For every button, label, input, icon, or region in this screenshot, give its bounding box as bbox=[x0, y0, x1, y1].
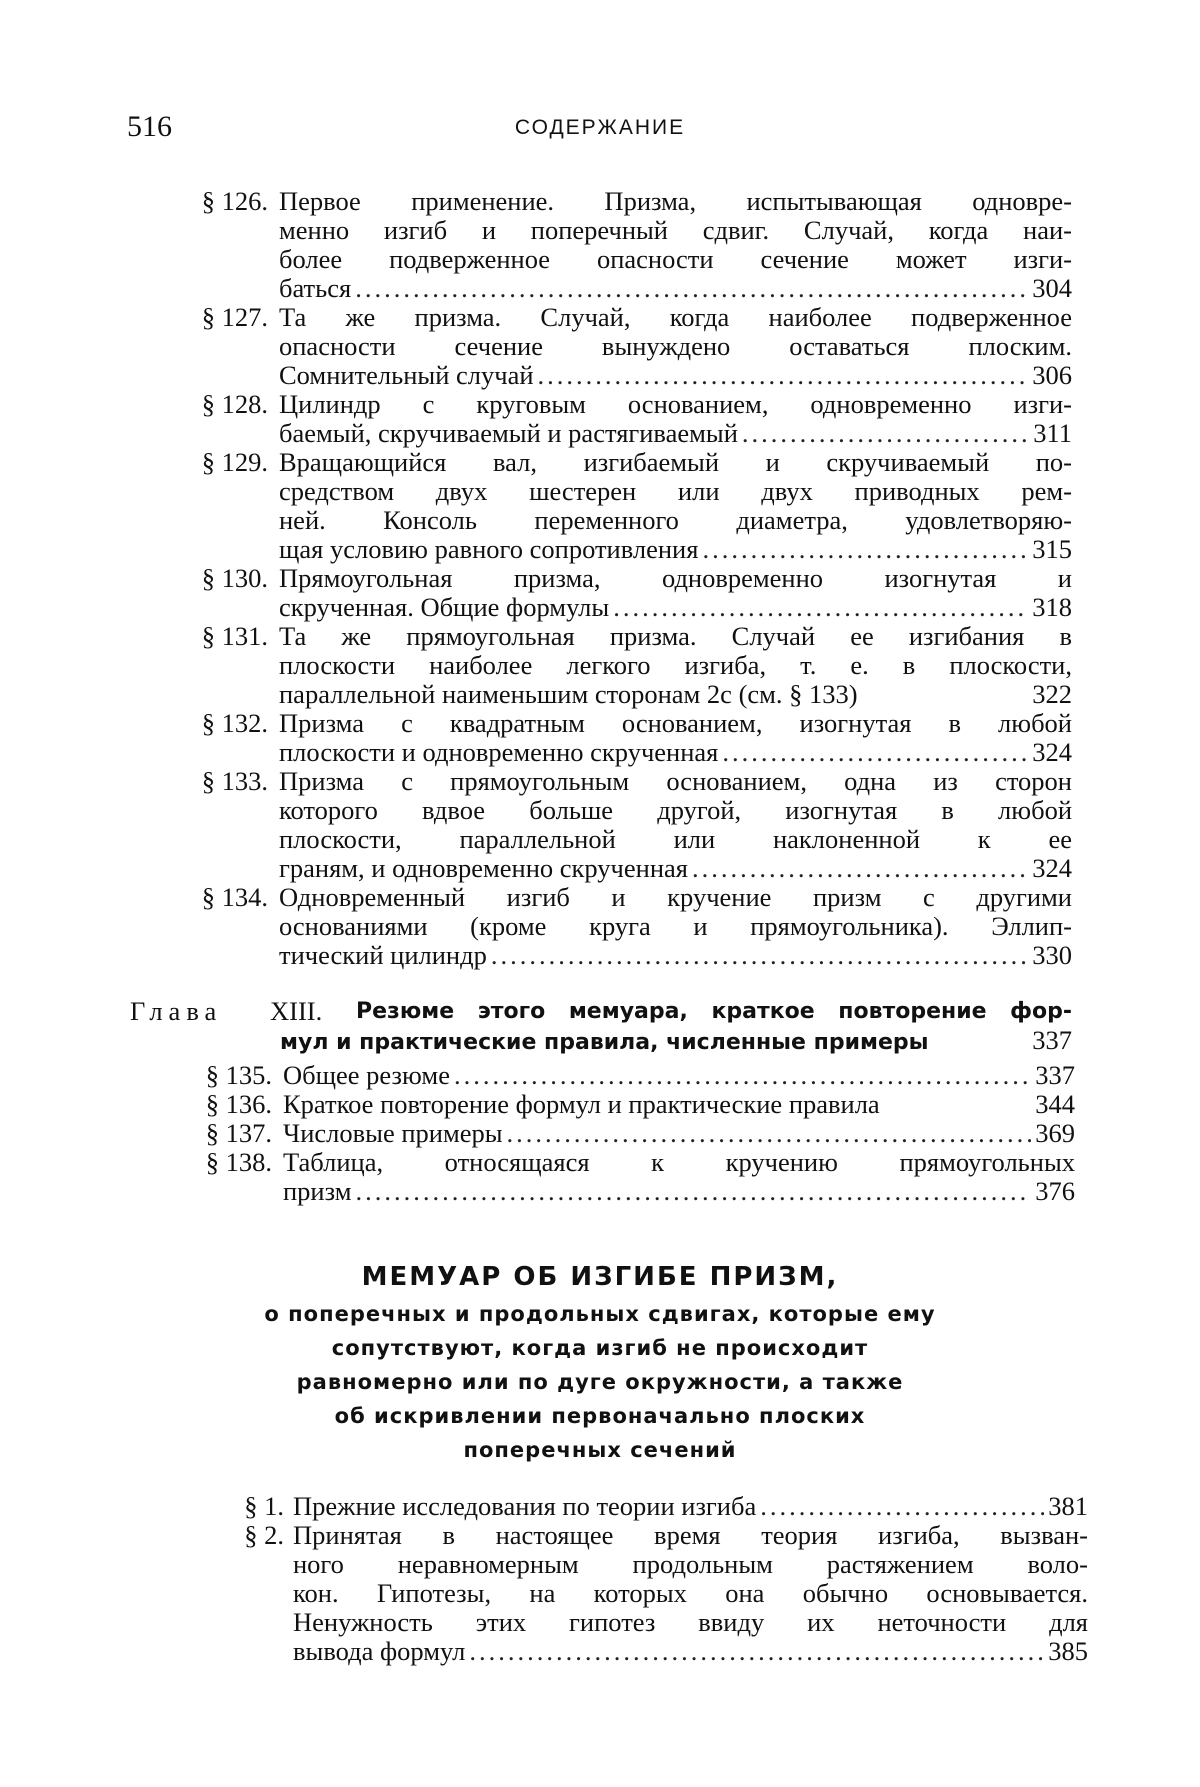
page-number: 516 bbox=[127, 110, 172, 143]
entry-line: Принятая в настоящее время теория изгиба, вызван- bbox=[293, 1521, 1088, 1550]
entry-last-line bbox=[283, 1177, 1075, 1206]
entry-line: граням, и одновременно скрученная bbox=[279, 853, 688, 883]
entry-line: средством двух шестерен или двух приводных рем- bbox=[279, 477, 1072, 506]
entry-line: Ненужность этих гипотез ввиду их неточности для bbox=[293, 1608, 1088, 1637]
entry-text bbox=[279, 303, 1072, 390]
entry-last-line bbox=[279, 535, 1072, 564]
entry-line: Цилиндр с круговым основанием, одновременно изги- bbox=[279, 390, 1072, 419]
entry-line: Прямоугольная призма, одновременно изогнутая и bbox=[279, 564, 1072, 593]
page-ref: 385 bbox=[1048, 1636, 1088, 1666]
entry-last-line bbox=[279, 419, 1072, 448]
dot-leader bbox=[491, 941, 1028, 970]
page-ref: 376 bbox=[1035, 1176, 1075, 1206]
entry-last-line bbox=[279, 274, 1072, 303]
memoir-subtitle-line: равномерно или по дуге окружности, а также bbox=[296, 1370, 904, 1394]
section-number: § 135. bbox=[205, 1060, 272, 1090]
entry-line: кон. Гипотезы, на которых она обычно основывается. bbox=[293, 1579, 1088, 1608]
entry-line: основаниями (кроме круга и прямоугольника). Эллип- bbox=[279, 912, 1072, 941]
section-number: § 131. bbox=[201, 621, 268, 651]
entry-line: ного неравномерным продольным растяжением воло- bbox=[293, 1550, 1088, 1579]
running-title: СОДЕРЖАНИЕ bbox=[514, 116, 686, 139]
entry-line: Та же прямоугольная призма. Случай ее изгибания в bbox=[279, 622, 1072, 651]
section-number: § 132. bbox=[201, 708, 268, 738]
chapter-title-line: мул и практические правила, численные примеры bbox=[280, 1030, 929, 1055]
entry-line: плоскости, параллельной или наклоненной к ее bbox=[279, 825, 1072, 854]
entry-text bbox=[293, 1492, 1088, 1521]
section-number: § 137. bbox=[205, 1118, 272, 1148]
section-number: § 126. bbox=[201, 186, 268, 216]
section-number: § 130. bbox=[201, 563, 268, 593]
section-number: § 128. bbox=[201, 389, 268, 419]
section-number: § 136. bbox=[205, 1089, 272, 1119]
page-ref: 324 bbox=[1032, 737, 1072, 767]
entry-line: Прежние исследования по теории изгиба bbox=[293, 1491, 757, 1521]
chapter-title-last-line bbox=[280, 1026, 1072, 1055]
entry-text bbox=[283, 1090, 1075, 1119]
entry-line: скрученная. Общие формулы bbox=[279, 592, 610, 622]
entry-text bbox=[279, 187, 1072, 303]
section-number: § 1. bbox=[244, 1491, 284, 1521]
entry-last-line bbox=[293, 1492, 1088, 1521]
entry-line: призм bbox=[283, 1176, 352, 1206]
entry-text bbox=[279, 390, 1072, 448]
entry-text bbox=[279, 448, 1072, 564]
entry-text bbox=[293, 1521, 1088, 1666]
entry-line: баемый, скручиваемый и растягиваемый bbox=[279, 418, 738, 448]
entry-line: Общее резюме bbox=[283, 1060, 450, 1090]
entry-text bbox=[279, 622, 1072, 709]
entry-last-line bbox=[279, 593, 1072, 622]
entry-line: Одновременный изгиб и кручение призм с другими bbox=[279, 883, 1072, 912]
entry-text bbox=[279, 709, 1072, 767]
entry-text bbox=[279, 883, 1072, 970]
entry-text bbox=[283, 1148, 1075, 1206]
memoir-title: МЕМУАР ОБ ИЗГИБЕ ПРИЗМ, bbox=[361, 1262, 839, 1292]
dot-leader bbox=[742, 419, 1029, 448]
entry-line: Призма с квадратным основанием, изогнутая в любой bbox=[279, 709, 1072, 738]
entry-line: тический цилиндр bbox=[279, 940, 487, 970]
memoir-subtitle-line: о поперечных и продольных сдвигах, которые ему bbox=[264, 1302, 936, 1326]
memoir-subtitle-line: сопутствуют, когда изгиб не происходит bbox=[331, 1336, 869, 1360]
memoir-subtitle-line: поперечных сечений bbox=[463, 1438, 737, 1462]
page-ref: 318 bbox=[1032, 592, 1072, 622]
entry-line: Сомнительный случай bbox=[279, 360, 534, 390]
page-ref: 306 bbox=[1032, 360, 1072, 390]
entry-line: ней. Консоль переменного диаметра, удовлетворяю- bbox=[279, 506, 1072, 535]
page-ref: 381 bbox=[1048, 1491, 1088, 1521]
chapter-number: XIII. bbox=[270, 996, 323, 1026]
entry-last-line bbox=[283, 1119, 1075, 1148]
page-header bbox=[0, 110, 1200, 150]
page-ref: 304 bbox=[1032, 273, 1072, 303]
entry-last-line bbox=[283, 1090, 1075, 1119]
entry-last-line bbox=[279, 361, 1072, 390]
entry-text bbox=[279, 767, 1072, 883]
chapter-title-line: Резюме этого мемуара, краткое повторение фор- bbox=[356, 999, 1072, 1024]
dot-leader bbox=[702, 535, 1028, 564]
dot-leader bbox=[507, 1119, 1032, 1148]
entry-line: Призма с прямоугольным основанием, одна из сторон bbox=[279, 767, 1072, 796]
entry-line: более подверженное опасности сечение может изги- bbox=[279, 245, 1072, 274]
entry-last-line bbox=[279, 941, 1072, 970]
entry-text bbox=[283, 1119, 1075, 1148]
page-ref: 337 bbox=[1035, 1060, 1075, 1090]
entry-line: Краткое повторение формул и практические правила bbox=[283, 1089, 880, 1119]
dot-leader bbox=[692, 854, 1028, 883]
page-ref: 344 bbox=[1035, 1089, 1075, 1119]
dot-leader bbox=[355, 274, 1028, 303]
entry-line: Вращающийся вал, изгибаемый и скручиваемый по- bbox=[279, 448, 1072, 477]
entry-last-line bbox=[293, 1637, 1088, 1666]
entry-line: плоскости наиболее легкого изгиба, т. е. в плоскости, bbox=[279, 651, 1072, 680]
entry-last-line bbox=[279, 854, 1072, 883]
page-ref: 369 bbox=[1035, 1118, 1075, 1148]
page-ref: 324 bbox=[1032, 853, 1072, 883]
section-number: § 138. bbox=[205, 1147, 272, 1177]
page-ref: 311 bbox=[1033, 418, 1072, 448]
dot-leader bbox=[469, 1637, 1044, 1666]
dot-leader bbox=[355, 1177, 1031, 1206]
entry-line: опасности сечение вынуждено оставаться плоским. bbox=[279, 332, 1072, 361]
entry-line: щая условию равного сопротивления bbox=[279, 534, 699, 564]
entry-line: Та же призма. Случай, когда наиболее подверженное bbox=[279, 303, 1072, 332]
entry-line: Числовые примеры bbox=[283, 1118, 503, 1148]
entry-line: вывода формул bbox=[293, 1636, 466, 1666]
entry-line: плоскости и одновременно скрученная bbox=[279, 737, 719, 767]
entry-line: параллельной наименьшим сторонам 2c (см. § 133) bbox=[279, 679, 858, 709]
section-number: § 134. bbox=[201, 882, 268, 912]
entry-text bbox=[283, 1061, 1075, 1090]
dot-leader bbox=[760, 1492, 1044, 1521]
page-ref: 330 bbox=[1032, 940, 1072, 970]
entry-line: которого вдвое больше другой, изогнутая в любой bbox=[279, 796, 1072, 825]
chapter-label: Глава bbox=[130, 996, 223, 1026]
section-number: § 2. bbox=[244, 1520, 284, 1550]
page-ref: 315 bbox=[1032, 534, 1072, 564]
entry-last-line bbox=[283, 1061, 1075, 1090]
dot-leader bbox=[454, 1061, 1031, 1090]
memoir-subtitle-line: об искривлении первоначально плоских bbox=[334, 1404, 866, 1428]
section-number: § 133. bbox=[201, 766, 268, 796]
dot-leader bbox=[722, 738, 1028, 767]
dot-leader bbox=[613, 593, 1028, 622]
entry-line: Таблица, относящаяся к кручению прямоугольных bbox=[283, 1148, 1075, 1177]
section-number: § 129. bbox=[201, 447, 268, 477]
entry-last-line bbox=[279, 738, 1072, 767]
entry-last-line bbox=[279, 680, 1072, 709]
section-number: § 127. bbox=[201, 302, 268, 332]
entry-line: баться bbox=[279, 273, 352, 303]
dot-leader bbox=[538, 361, 1029, 390]
entry-line: Первое применение. Призма, испытывающая одновре- bbox=[279, 187, 1072, 216]
memoir-heading bbox=[0, 1262, 1200, 1472]
page-ref: 322 bbox=[1032, 679, 1072, 709]
entry-line: менно изгиб и поперечный сдвиг. Случай, когда наи- bbox=[279, 216, 1072, 245]
entry-text bbox=[279, 564, 1072, 622]
page-ref: 337 bbox=[1032, 1025, 1072, 1055]
